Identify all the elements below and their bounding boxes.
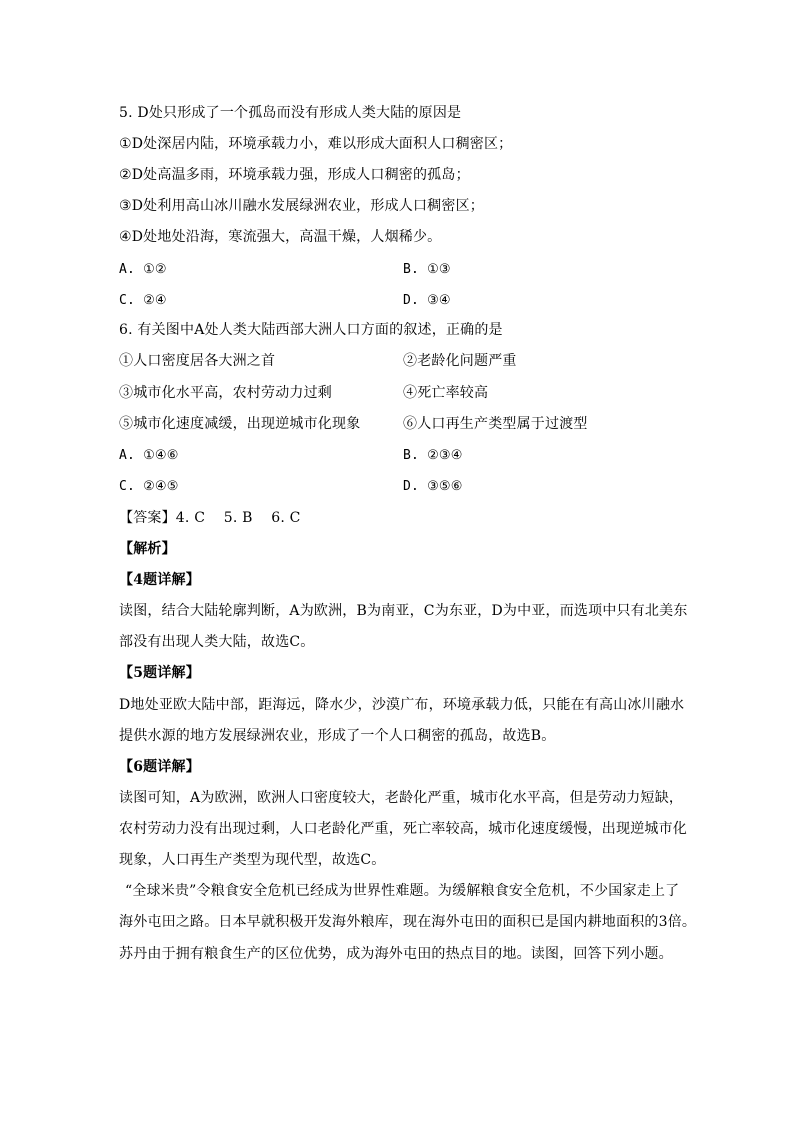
- q6-option-a: A. ①④⑥: [119, 448, 179, 463]
- q5-item-1: ①D处深居内陆，环境承载力小，难以形成大面积人口稠密区；: [119, 136, 513, 152]
- q5-stem: 5. D处只形成了一个孤岛而没有形成人类大陆的原因是: [119, 105, 462, 121]
- q6-item-2: ②老龄化问题严重: [403, 353, 517, 369]
- q6-option-d: D. ③⑤⑥: [403, 479, 463, 494]
- detail6-line-1: 读图可知，A为欧洲，欧洲人口密度较大，老龄化严重，城市化水平高，但是劳动力短缺，: [119, 790, 684, 806]
- q6-stem: 6. 有关图中A处人类大陆西部大洲人口方面的叙述，正确的是: [119, 322, 503, 338]
- intro-line-2: 海外屯田之路。日本早就积极开发海外粮库，现在海外屯田的面积已是国内耕地面积的3倍。: [119, 914, 697, 930]
- q5-option-d: D. ③④: [403, 293, 451, 308]
- detail5-line-1: D地处亚欧大陆中部，距海远，降水少，沙漠广布，环境承载力低，只能在有高山冰川融水: [119, 697, 685, 713]
- detail6-title: 【6题详解】: [119, 759, 200, 775]
- q6-item-6: ⑥人口再生产类型属于过渡型: [403, 416, 588, 432]
- detail5-line-2: 提供水源的地方发展绿洲农业，形成了一个人口稠密的孤岛，故选B。: [119, 728, 556, 744]
- analysis-title: 【解析】: [119, 541, 176, 557]
- q6-item-1: ①人口密度居各大洲之首: [119, 353, 276, 369]
- q6-item-4: ④死亡率较高: [403, 385, 489, 401]
- q5-option-c: C. ②④: [119, 293, 167, 308]
- q6-option-b: B. ②③④: [403, 448, 463, 463]
- intro-line-3: 苏丹由于拥有粮食生产的区位优势，成为海外屯田的热点目的地。读图，回答下列小题。: [119, 946, 673, 962]
- q6-item-5: ⑤城市化速度减缓，出现逆城市化现象: [119, 416, 361, 432]
- q5-option-a: A. ①②: [119, 262, 167, 277]
- q5-item-2: ②D处高温多雨，环境承载力强，形成人口稠密的孤岛；: [119, 167, 470, 183]
- detail4-line-2: 部没有出现人类大陆，故选C。: [119, 634, 315, 650]
- q6-option-c: C. ②④⑤: [119, 479, 179, 494]
- q5-item-4: ④D处地处沿海，寒流强大，高温干燥，人烟稀少。: [119, 229, 442, 245]
- detail4-line-1: 读图，结合大陆轮廓判断，A为欧洲，B为南亚，C为东亚，D为中亚，而选项中只有北美东: [119, 603, 688, 619]
- q5-item-3: ③D处利用高山冰川融水发展绿洲农业，形成人口稠密区；: [119, 198, 484, 214]
- detail4-title: 【4题详解】: [119, 572, 200, 588]
- detail6-line-3: 现象，人口再生产类型为现代型，故选C。: [119, 852, 386, 868]
- q6-item-3: ③城市化水平高，农村劳动力过剩: [119, 385, 332, 401]
- q5-option-b: B. ①③: [403, 262, 451, 277]
- detail5-title: 【5题详解】: [119, 665, 200, 681]
- intro-line-1: “全球米贵”令粮食安全危机已经成为世界性难题。为缓解粮食安全危机，不少国家走上了: [125, 883, 680, 899]
- answer-line: 【答案】4. C 5. B 6. C: [119, 510, 301, 526]
- detail6-line-2: 农村劳动力没有出现过剩，人口老龄化严重，死亡率较高，城市化速度缓慢，出现逆城市化: [119, 821, 687, 837]
